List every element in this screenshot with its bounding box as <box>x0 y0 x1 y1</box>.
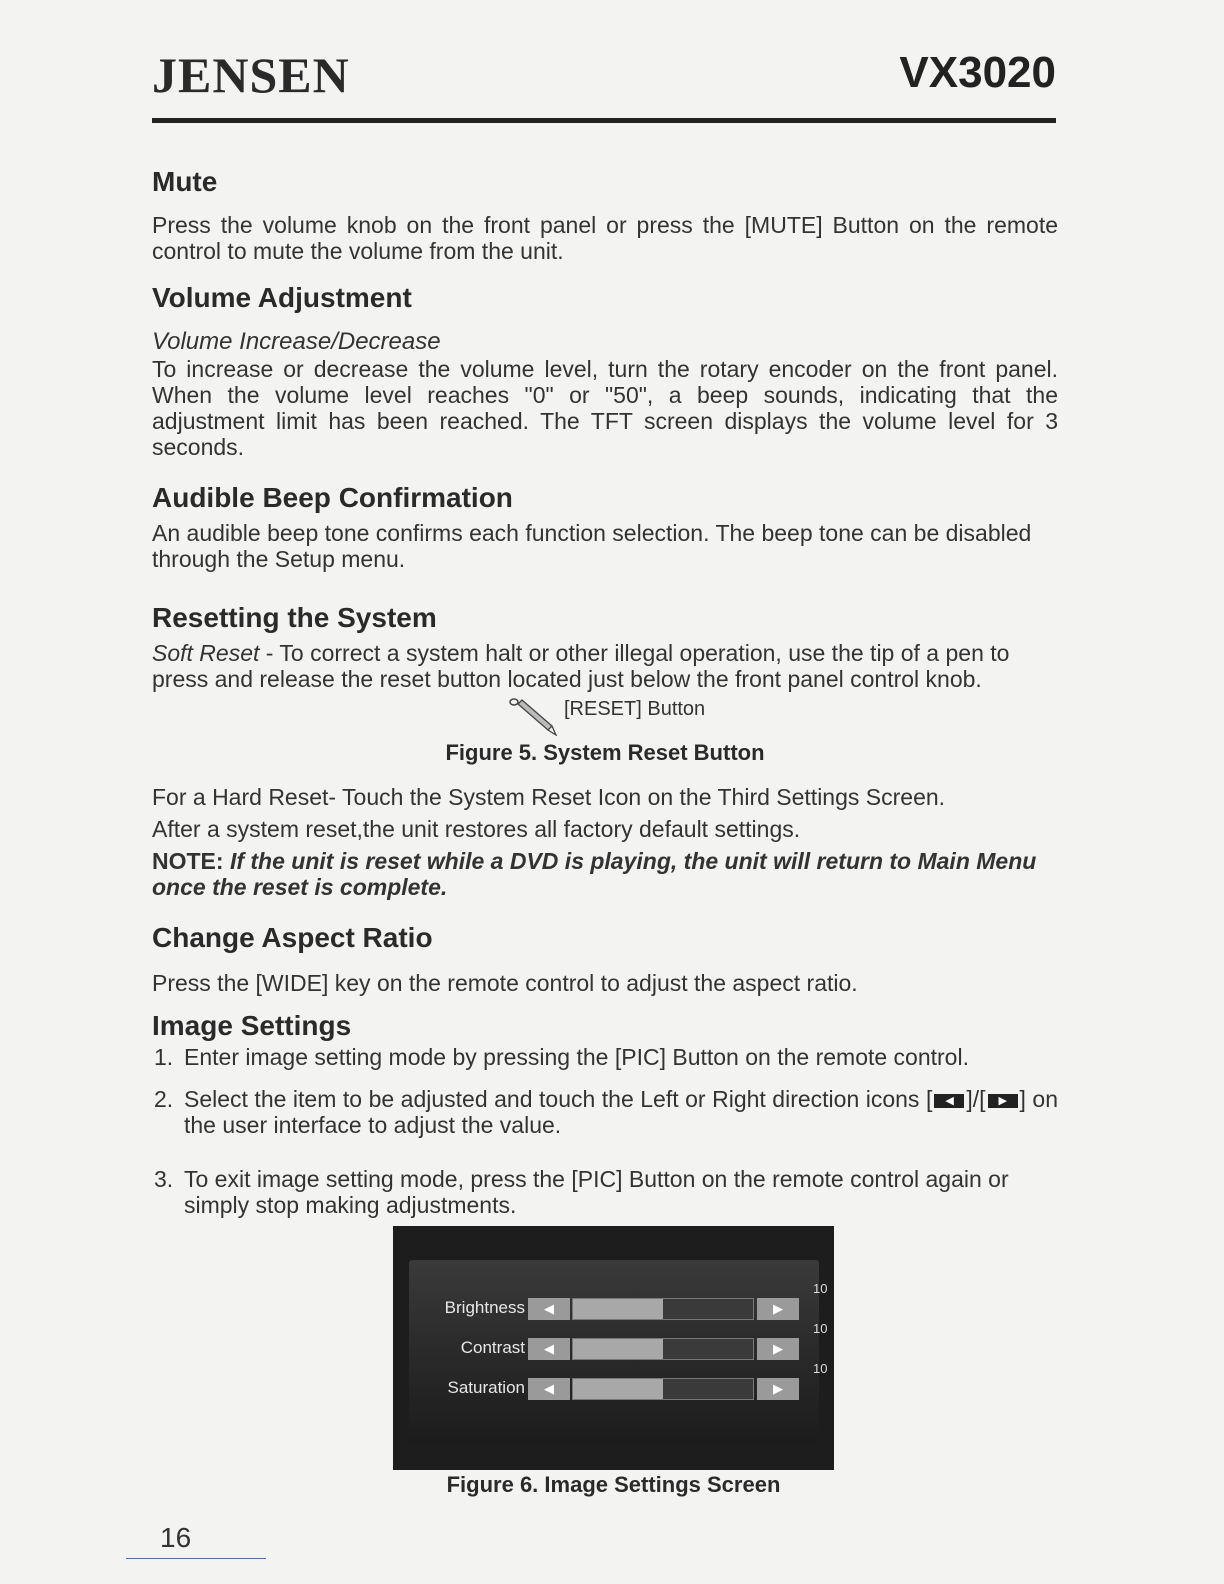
level-value: 10 <box>813 1361 828 1376</box>
step-item <box>152 1044 1058 1070</box>
step-text-separator: ]/[ <box>966 1086 986 1112</box>
reset-figure <box>152 696 1058 740</box>
step-item: 2. Select the item to be adjusted and touch the Left or Right direction icons [ ◀ ]/[ ▶ ] on the user interface to adjust the value. <box>154 1086 1058 1138</box>
note-text: If the unit is reset while a DVD is playing, the unit will return to Main Menu once the reset is complete. <box>152 848 1037 900</box>
level-value: 10 <box>813 1321 828 1336</box>
image-settings-heading: Image Settings <box>152 1010 352 1041</box>
brightness-row <box>409 1281 828 1324</box>
page-content <box>152 160 1058 1218</box>
row-label: Contrast <box>460 1338 525 1357</box>
settings-panel <box>409 1260 828 1444</box>
hard-reset-text: For a Hard Reset- Touch the System Reset Icon on the Third Settings Screen. <box>152 784 946 810</box>
figure-6-caption: Figure 6. Image Settings Screen <box>446 1472 781 1497</box>
level-track[interactable] <box>572 1361 828 1400</box>
volume-heading: Volume Adjustment <box>152 282 412 313</box>
reset-heading: Resetting the System <box>152 602 437 633</box>
left-arrow-icon: ◀ <box>934 1094 964 1108</box>
mute-heading: Mute <box>152 166 218 197</box>
decrease-button[interactable]: ◀ <box>528 1298 570 1320</box>
step-number: 2. <box>154 1086 174 1112</box>
level-track[interactable] <box>572 1321 828 1360</box>
soft-reset-paragraph <box>152 640 1058 692</box>
decrease-button[interactable]: ◀ <box>528 1378 570 1400</box>
step-item <box>152 1166 1058 1218</box>
increase-button[interactable]: ▶ <box>757 1378 799 1400</box>
after-reset-text: After a system reset,the unit restores all factory default settings. <box>152 816 801 842</box>
pen-icon <box>508 696 562 736</box>
row-label: Saturation <box>447 1378 525 1397</box>
step-number: 1. <box>154 1044 174 1070</box>
beep-paragraph: An audible beep tone confirms each function selection. The beep tone can be disabled through the Setup menu. <box>152 520 1032 572</box>
step-text: Enter image setting mode by pressing the [PIC] Button on the remote control. <box>184 1044 969 1070</box>
step-number: 3. <box>154 1166 174 1192</box>
image-steps <box>152 1044 1058 1218</box>
level-value: 10 <box>813 1281 828 1296</box>
soft-reset-label: Soft Reset <box>152 640 260 666</box>
level-fill <box>573 1339 663 1359</box>
reset-button-label: [RESET] Button <box>564 698 706 720</box>
volume-subheading: Volume Increase/Decrease <box>152 328 441 355</box>
aspect-heading: Change Aspect Ratio <box>152 922 433 953</box>
footer-link-line <box>126 1558 266 1559</box>
row-label: Brightness <box>444 1298 525 1317</box>
step-text: Select the item to be adjusted and touch the Left or Right direction icons <box>184 1086 920 1112</box>
image-settings-screen <box>393 1226 834 1470</box>
note-label: NOTE: <box>152 848 224 874</box>
saturation-row <box>409 1361 828 1404</box>
increase-button[interactable]: ▶ <box>757 1338 799 1360</box>
step-text: To exit image setting mode, press the [PIC] Button on the remote control again or simply stop making adjustments. <box>184 1166 1009 1218</box>
figure-5-caption: Figure 5. System Reset Button <box>445 740 765 765</box>
aspect-paragraph: Press the [WIDE] key on the remote control to adjust the aspect ratio. <box>152 970 858 996</box>
mute-paragraph: Press the volume knob on the front panel or press the [MUTE] Button on the remote control to mute the volume from the unit. <box>152 212 1058 264</box>
contrast-row <box>409 1321 828 1364</box>
right-arrow-icon: ▶ <box>988 1094 1018 1108</box>
soft-reset-text: - To correct a system halt or other illegal operation, use the tip of a pen to press and release the reset button located just below the front panel control knob. <box>152 640 1010 692</box>
increase-button[interactable]: ▶ <box>757 1298 799 1320</box>
volume-paragraph: To increase or decrease the volume level, turn the rotary encoder on the front panel. When the volume level reaches "0" or "50", a beep sounds, indicating that the adjustment limit has been reached. The TFT screen displays the volume level for 3 seconds. <box>152 356 1058 460</box>
reset-note <box>152 848 1058 900</box>
decrease-button[interactable]: ◀ <box>528 1338 570 1360</box>
brand-logo: JENSEN <box>152 47 350 103</box>
step-text-end: ] on the user interface to adjust the value. <box>184 1086 1058 1138</box>
level-fill <box>573 1299 663 1319</box>
level-fill <box>573 1379 663 1399</box>
model-number: VX3020 <box>899 48 1056 97</box>
page-number: 16 <box>160 1522 192 1553</box>
level-track[interactable] <box>572 1281 828 1320</box>
header-rule <box>152 118 1056 123</box>
beep-heading: Audible Beep Confirmation <box>152 482 513 513</box>
page-header <box>152 40 1056 120</box>
